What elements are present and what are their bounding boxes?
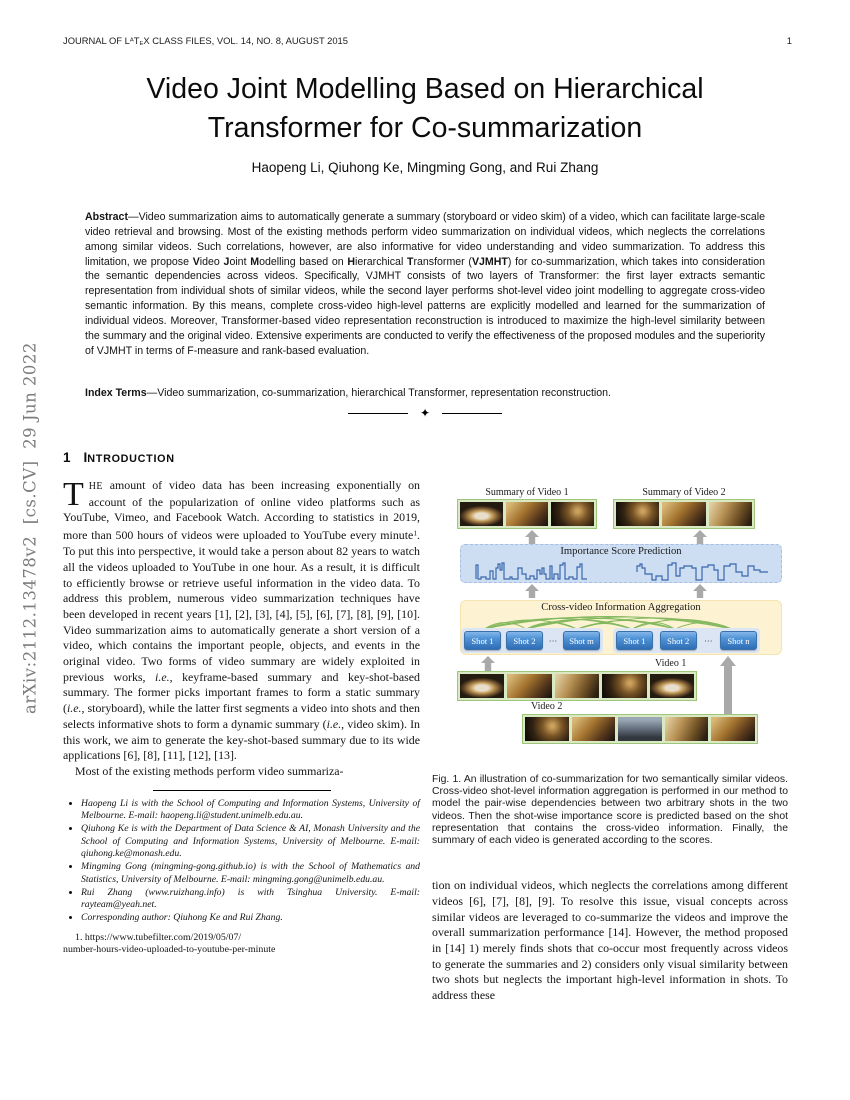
- video-frame-thumbnail: [616, 502, 659, 526]
- index-terms-label: Index Terms: [85, 387, 147, 399]
- video-frame-thumbnail: [572, 717, 616, 741]
- intro-paragraph-1: [63, 478, 420, 764]
- two-column-body: [63, 446, 788, 1004]
- index-terms-text: —Video summarization, co-summarization, hierarchical Transformer, representation reconstruction.: [146, 387, 611, 399]
- up-arrow-icon: [481, 656, 495, 671]
- author-footnote: • Mingming Gong (mingming-gong.github.io) is with the School of Mathematics and Statistics, University of Melbourne. E-mail: mingming.gong@unimelb.edu.au.: [81, 861, 420, 886]
- video-frame-thumbnail: [618, 717, 662, 741]
- separator-line: [442, 413, 502, 414]
- shot-group-video2: [613, 628, 760, 653]
- video-frame-thumbnail: [460, 674, 504, 698]
- summary-2-strip: [613, 499, 755, 529]
- paper-title: [0, 70, 850, 148]
- section-separator: [0, 408, 850, 418]
- running-header: [63, 35, 792, 47]
- summary-video2-label: Summary of Video 2: [642, 487, 726, 498]
- shot-box: Shot m: [563, 631, 600, 650]
- author-footnotes: [69, 798, 420, 925]
- video-frame-thumbnail: [506, 502, 549, 526]
- score-curve-video1: [473, 559, 613, 583]
- video2-label: Video 2: [531, 701, 563, 712]
- shot-box: Shot 2: [506, 631, 543, 650]
- page-number: 1: [786, 35, 792, 46]
- section-heading-introduction: [63, 449, 420, 467]
- importance-score-box: [460, 544, 782, 583]
- shot-group-video1: [461, 628, 603, 653]
- video-frame-thumbnail: [602, 674, 646, 698]
- intro-paragraph-1-text: HE amount of video data has been increasing exponentially on account of the popularization of online video platforms such as YouTube, Vimeo, and Facebook Watch. According to statistics in 2019, more than 500 hours of videos were uploaded to YouTube every minute$^1$. To put this into perspective, it would take a person about 82 years to watch all the videos uploaded to YouTube in one hour. As a result, it is difficult to efficiently browse or retrieve useful information in the video data. To address this problem, numerous video summarization techniques have been developed in recent years [1], [2], [3], [4], [5], [6], [7], [8], [9], [10]. Video summarization aims to automatically generate a short version of a video, which contains the important people, objects, and events in the original video. Two forms of video summary are widely exploited in previous works, i.e., keyframe-based summary and key-shot-based summary. The former picks important frames to form a static summary (i.e., storyboard), while the latter first segments a video into shots and then selects informative shots to form a dynamic summary (i.e., video skim). In this work, we aim to generate the key-shot-based summary due to its wide applications [6], [8], [11], [12], [13].: [63, 478, 420, 763]
- video-frame-thumbnail: [662, 502, 705, 526]
- shot-box: Shot 1: [464, 631, 501, 650]
- left-column: [63, 446, 420, 1004]
- shot-box: Shot 1: [616, 631, 653, 650]
- footnote-rule: [153, 790, 331, 791]
- section-title: NTRODUCTION: [87, 453, 175, 465]
- summary-1-strip: [457, 499, 597, 529]
- figure-1: [455, 470, 788, 746]
- right-column: [432, 446, 788, 1004]
- index-terms-block: [85, 386, 765, 401]
- up-arrow-icon: [525, 584, 539, 598]
- separator-line: [348, 413, 408, 414]
- big-up-arrow-icon: [720, 656, 736, 714]
- paper-title-line1: Video Joint Modelling Based on Hierarchical: [146, 73, 704, 105]
- section-title-initial: I: [83, 450, 88, 465]
- author-footnote: • Rui Zhang (www.ruizhang.info) is with Tsinghua University. E-mail: rayteam@yeah.net.: [81, 887, 420, 912]
- author-footnote: • Haopeng Li is with the School of Computing and Information Systems, University of Melbourne. E-mail: haopeng.li@student.unimelb.edu.au.: [81, 798, 420, 823]
- right-column-paragraph: tion on individual videos, which neglects the correlations among different videos [6], [7], [8], [9]. To resolve this issue, visual concepts across similar videos are leveraged to co-summarize the videos and improve the overall summarization performance [14]. However, the method proposed in [14] 1) merely finds shots that co-occur most frequently across videos to generate the summaries and 2) considers only visual similarity between two shots but neglects the important high-level information in shots. To address these: [432, 878, 788, 1003]
- video-2-strip: [522, 714, 758, 744]
- diamond-ornament-icon: ✦: [419, 406, 431, 420]
- up-arrow-icon: [525, 530, 539, 544]
- summary-video1-label: Summary of Video 1: [485, 487, 569, 498]
- video-frame-thumbnail: [555, 674, 599, 698]
- paper-title-line2: Transformer for Co-summarization: [207, 112, 643, 144]
- footnote-1: [63, 932, 420, 957]
- shot-box: Shot n: [720, 631, 757, 650]
- video-frame-thumbnail: [650, 674, 694, 698]
- score-curve-video2: [633, 559, 773, 583]
- video-1-strip: [457, 671, 697, 701]
- attention-arcs: [460, 610, 765, 630]
- intro-paragraph-2: Most of the existing methods perform video summariza-: [75, 763, 344, 778]
- up-arrow-icon: [693, 530, 707, 544]
- shot-box: Shot 2: [660, 631, 697, 650]
- up-arrow-icon: [693, 584, 707, 598]
- video-frame-thumbnail: [525, 717, 569, 741]
- section-number: 1: [63, 450, 71, 465]
- video-frame-thumbnail: [551, 502, 594, 526]
- aggregation-label: Cross-video Information Aggregation: [541, 602, 701, 613]
- video-frame-thumbnail: [665, 717, 709, 741]
- abstract-text: —Video summarization aims to automatically generate a summary (storyboard or video skim) of a video, which can facilitate large-scale video retrieval and browsing. Most of the existing methods perform video summarization on individual videos, which neglects the correlations among similar videos. Such correlations, however, are also informative for video understanding and video summarization. To address this limitation, we propose Video Joint Modelling based on Hierarchical Transformer (VJMHT) for co-summarization, which takes into consideration the semantic dependencies across videos. Specifically, VJMHT consists of two layers of Transformer: the first layer extracts semantic representation from individual shots of similar videos, while the second layer performs shot-level video joint modelling to aggregate cross-video semantic information. By this means, complete cross-video high-level patterns are explicitly modelled and learned for the summarization of individual videos. Moreover, Transformer-based video representation reconstruction is introduced to maximize the high-level similarity between the summary and the original video. Extensive experiments are conducted to verify the effectiveness of the proposed modules and the superiority of VJMHT in terms of F-measure and rank-based evaluation.: [85, 211, 766, 357]
- video-frame-thumbnail: [460, 502, 503, 526]
- video-frame-thumbnail: [711, 717, 755, 741]
- importance-score-label: Importance Score Prediction: [560, 546, 682, 557]
- abstract-block: [85, 210, 765, 358]
- abstract-label: Abstract: [85, 211, 128, 223]
- ellipsis: ···: [704, 635, 713, 646]
- ellipsis: ···: [548, 635, 558, 646]
- journal-name: JOURNAL OF $L^ATEX$ CLASS FILES, VOL. 14, NO. 8, AUGUST 2015: [63, 35, 348, 48]
- video-frame-thumbnail: [709, 502, 752, 526]
- footnote-1-url-continued[interactable]: number-hours-video-uploaded-to-youtube-per-minute: [63, 944, 276, 956]
- video1-label: Video 1: [655, 658, 687, 669]
- author-footnote: • Qiuhong Ke is with the Department of Data Science & AI, Monash University and the School of Computing and Information Systems, University of Melbourne. E-mail: qiuhong.ke@monash.edu.: [81, 823, 420, 861]
- authors-line: Haopeng Li, Qiuhong Ke, Mingming Gong, and Rui Zhang: [251, 160, 599, 175]
- footnote-1-url[interactable]: 1. https://www.tubefilter.com/2019/05/07/: [75, 931, 242, 943]
- figure-1-caption: Fig. 1. An illustration of co-summarization for two semantically similar videos. Cross-video shot-level information aggregation is performed in our method to model the pair-wise dependencies between two arbitrary shots in the two videos. Then the shot-wise importance score is predicted based on the shot representation that contains the cross-video information. Finally, the summary of each video is generated according to the scores.: [432, 774, 788, 847]
- arxiv-watermark: arXiv:2112.13478v2 [cs.CV] 29 Jun 2022: [20, 342, 40, 714]
- video-frame-thumbnail: [507, 674, 551, 698]
- drop-cap: T: [63, 476, 84, 513]
- author-footnote: • Corresponding author: Qiuhong Ke and Rui Zhang.: [81, 912, 420, 925]
